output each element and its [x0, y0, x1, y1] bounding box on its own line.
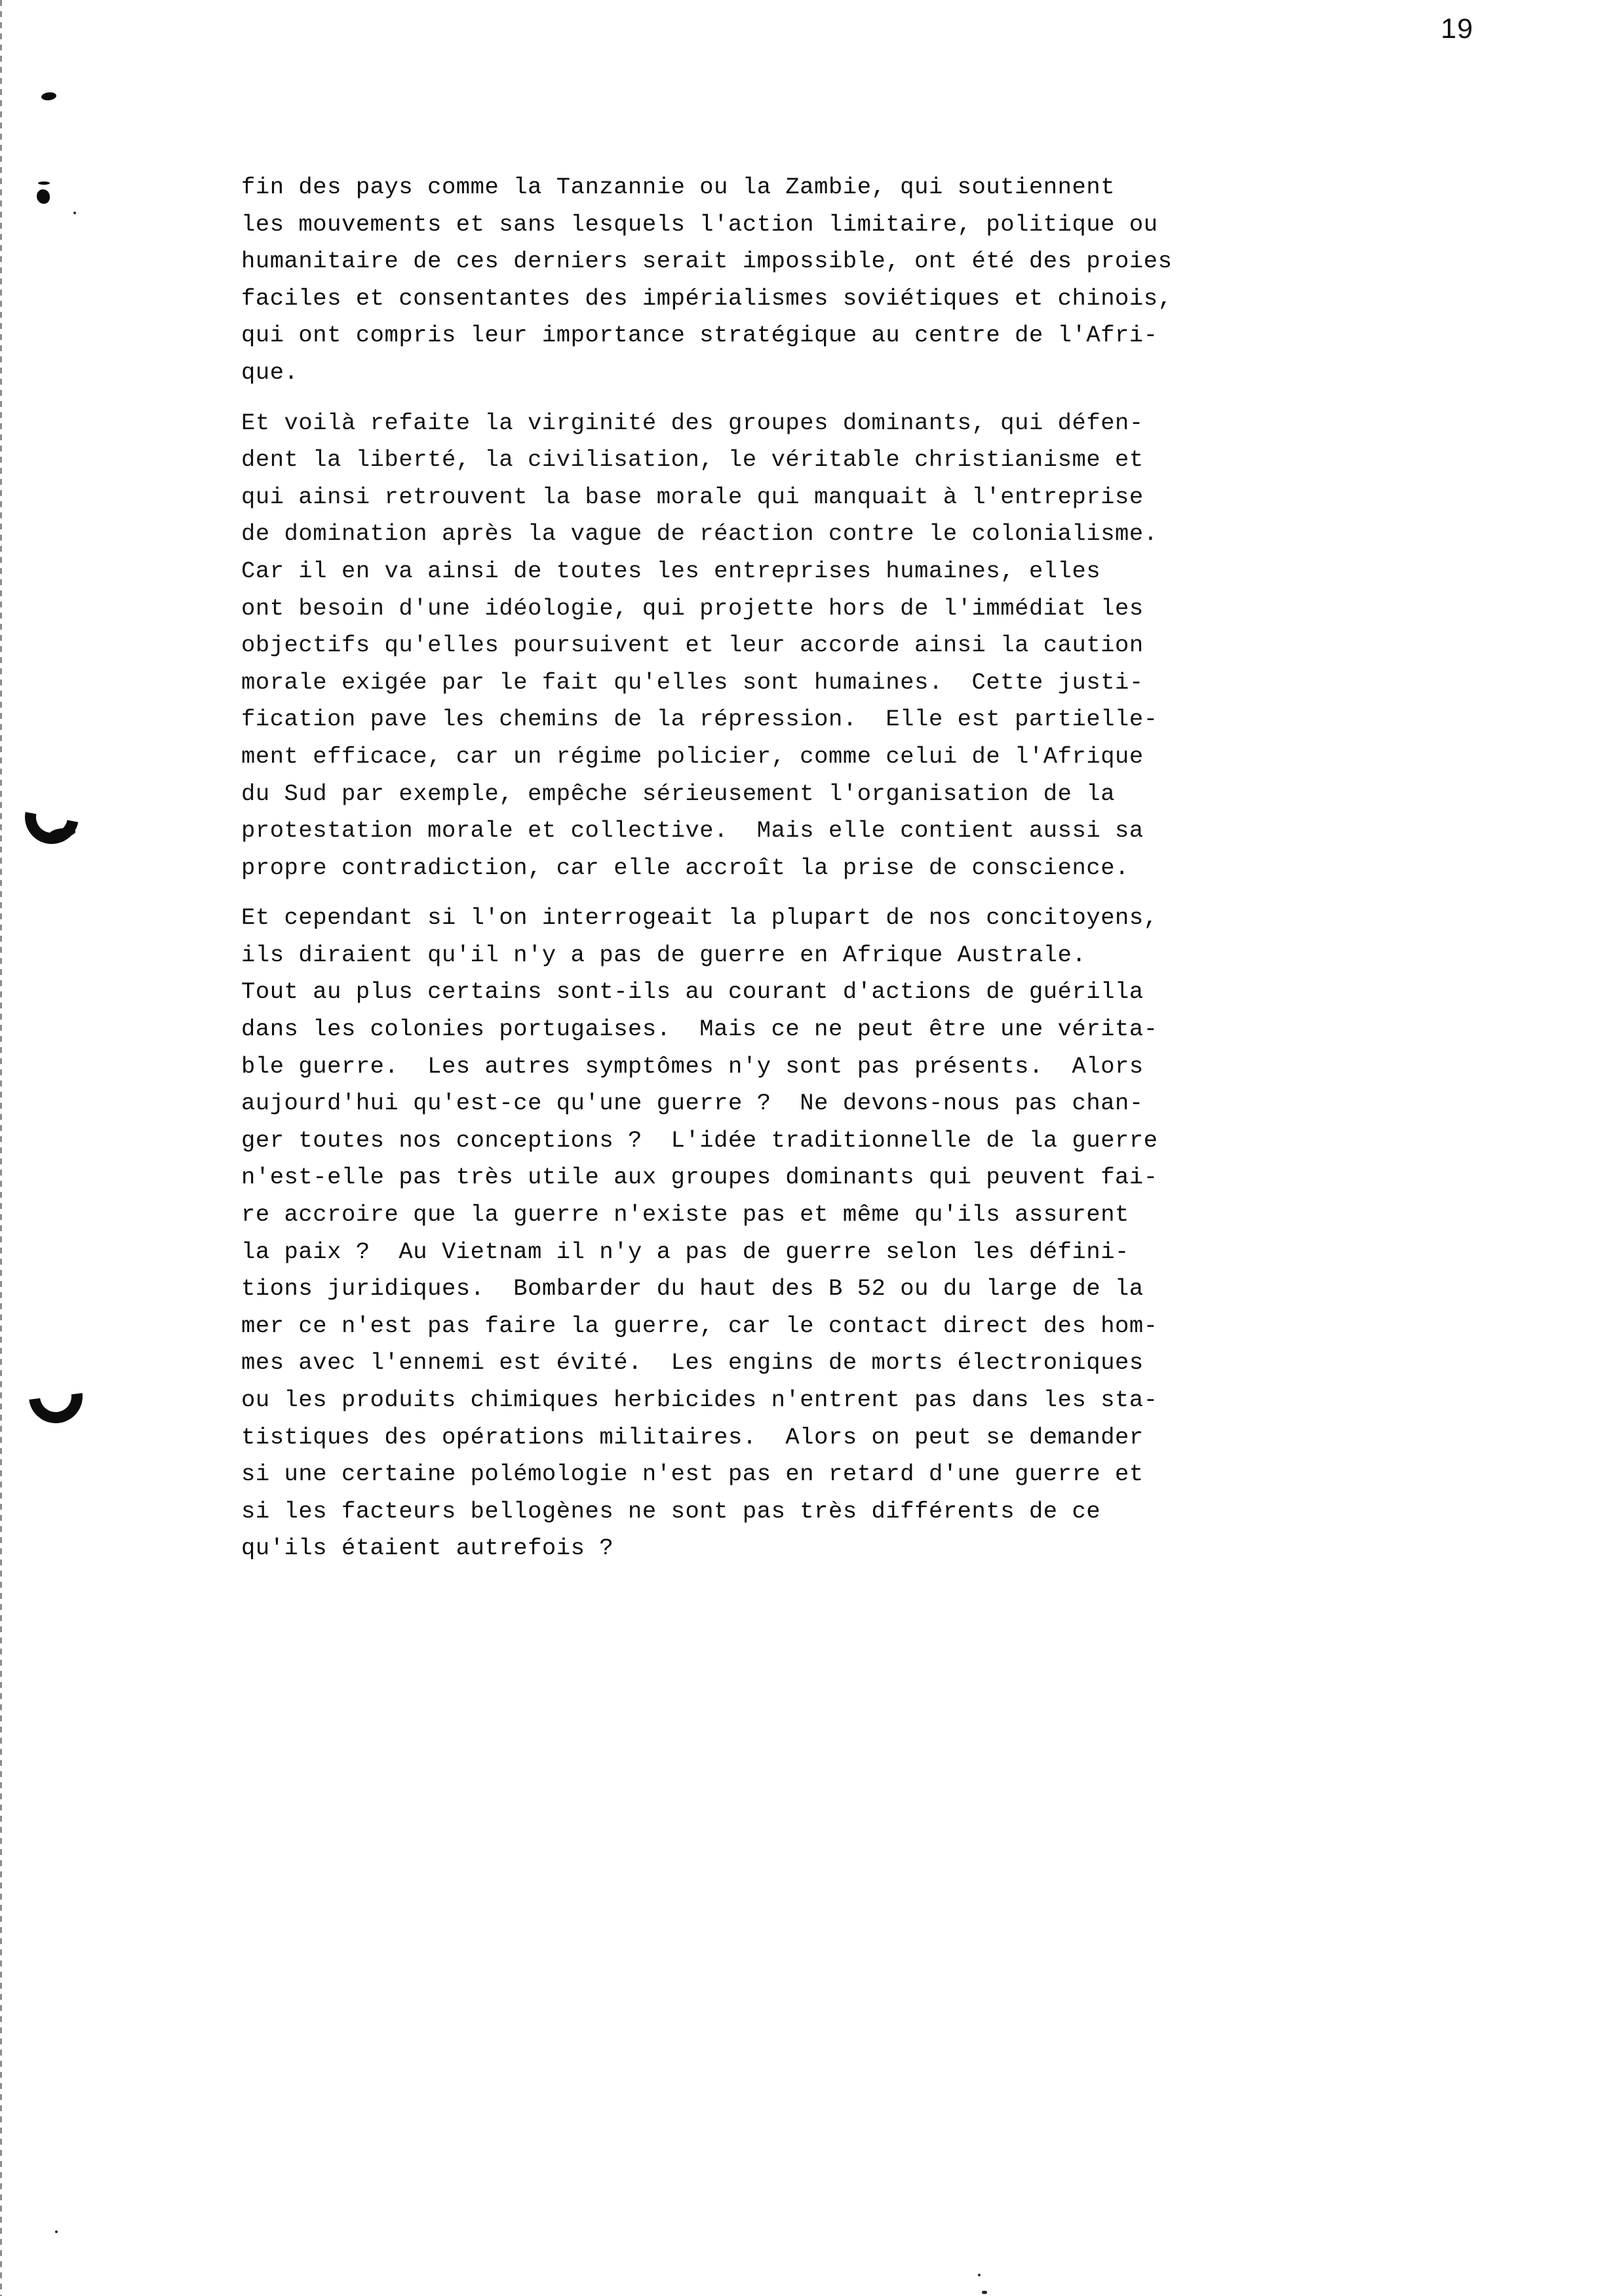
text-line: ger toutes nos conceptions ? L'idée traditionnelle de la guerre [241, 1126, 1158, 1154]
scan-edge-stripe [0, 0, 2, 2296]
paragraph-2 [241, 405, 1363, 887]
ink-blot-icon [41, 92, 56, 101]
text-line: ou les produits chimiques herbicides n'entrent pas dans les sta- [241, 1387, 1158, 1413]
text-line: si les facteurs bellogènes ne sont pas très différents de ce [241, 1497, 1101, 1525]
crescent-mark-icon [18, 1358, 93, 1434]
text-line: Car il en va ainsi de toutes les entreprises humaines, elles [241, 557, 1101, 584]
text-line: dans les colonies portugaises. Mais ce ne peut être une vérita- [241, 1016, 1158, 1043]
text-line: ont besoin d'une idéologie, qui projette hors de l'immédiat les [241, 594, 1144, 622]
text-line: si une certaine polémologie n'est pas en retard d'une guerre et [241, 1461, 1144, 1488]
text-line: n'est-elle pas très utile aux groupes dominants qui peuvent fai- [241, 1164, 1158, 1191]
text-line: tions juridiques. Bombarder du haut des B 52 ou du large de la [241, 1275, 1144, 1303]
speck-icon [978, 2274, 981, 2276]
crescent-mark-icon [14, 780, 89, 854]
text-line: propre contradiction, car elle accroît la prise de conscience. [241, 854, 1129, 881]
text-line: la paix ? Au Vietnam il n'y a pas de guerre selon les défini- [241, 1238, 1129, 1265]
text-line: humanitaire de ces derniers serait impossible, ont été des proies [241, 248, 1173, 275]
text-line: fication pave les chemins de la répression. Elle est partielle- [241, 706, 1158, 733]
text-line: dent la liberté, la civilisation, le véritable christianisme et [241, 446, 1144, 474]
speck-icon [73, 212, 76, 214]
text-line: mer ce n'est pas faire la guerre, car le contact direct des hom- [241, 1312, 1158, 1339]
text-line: de domination après la vague de réaction contre le colonialisme. [241, 520, 1158, 548]
speck-icon [982, 2291, 987, 2294]
text-line: qui ainsi retrouvent la base morale qui manquait à l'entreprise [241, 483, 1144, 510]
text-line: du Sud par exemple, empêche sérieusement l'organisation de la [241, 780, 1116, 807]
text-line: mes avec l'ennemi est évité. Les engins de morts électroniques [241, 1349, 1144, 1377]
text-line: ble guerre. Les autres symptômes n'y sont pas présents. Alors [241, 1052, 1144, 1080]
text-line: tistiques des opérations militaires. Alors on peut se demander [241, 1423, 1144, 1451]
text-line: Tout au plus certains sont-ils au courant d'actions de guérilla [241, 978, 1144, 1006]
text-line: protestation morale et collective. Mais elle contient aussi sa [241, 817, 1144, 845]
paragraph-1 [241, 169, 1363, 392]
text-line: Et cependant si l'on interrogeait la plupart de nos concitoyens, [241, 904, 1158, 932]
typed-body-text [241, 169, 1363, 1580]
text-line: que. [241, 358, 299, 386]
text-line: qui ont compris leur importance stratégique au centre de l'Afri- [241, 322, 1158, 349]
text-line: faciles et consentantes des impérialismes soviétiques et chinois, [241, 284, 1173, 312]
text-line: fin des pays comme la Tanzannie ou la Zambie, qui soutiennent [241, 174, 1116, 201]
text-line: morale exigée par le fait qu'elles sont humaines. Cette justi- [241, 668, 1144, 696]
text-line: ils diraient qu'il n'y a pas de guerre en Afrique Australe. [241, 941, 1087, 968]
text-line: Et voilà refaite la virginité des groupes dominants, qui défen- [241, 409, 1144, 436]
text-line: re accroire que la guerre n'existe pas et même qu'ils assurent [241, 1201, 1129, 1229]
paragraph-3 [241, 900, 1363, 1567]
text-line: qu'ils étaient autrefois ? [241, 1535, 614, 1562]
ink-blot-icon [37, 189, 50, 204]
text-line: aujourd'hui qu'est-ce qu'une guerre ? Ne devons-nous pas chan- [241, 1090, 1144, 1117]
text-line: ment efficace, car un régime policier, comme celui de l'Afrique [241, 742, 1144, 770]
text-line: les mouvements et sans lesquels l'action limitaire, politique ou [241, 210, 1158, 238]
page-number: 19 [1441, 13, 1473, 45]
text-line: objectifs qu'elles poursuivent et leur accorde ainsi la caution [241, 632, 1144, 659]
speck-icon [55, 2230, 58, 2233]
